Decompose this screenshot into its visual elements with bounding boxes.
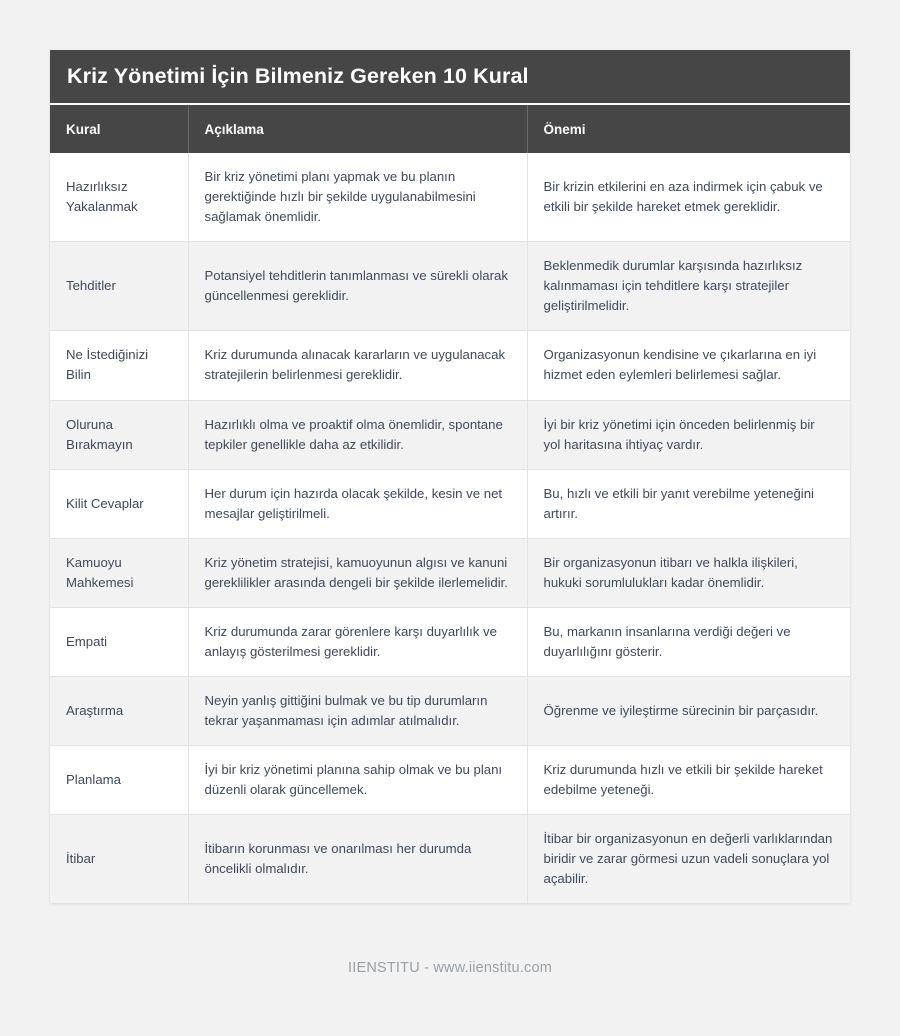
cell-importance: Kriz durumunda hızlı ve etkili bir şekilde hareket edebilme yeteneği. (527, 746, 850, 815)
table-row (50, 538, 850, 607)
cell-rule: Hazırlıksız Yakalanmak (50, 153, 188, 242)
table-row (50, 815, 850, 904)
cell-description: Potansiyel tehditlerin tanımlanması ve sürekli olarak güncellenmesi gereklidir. (188, 242, 527, 331)
cell-importance: Bir organizasyonun itibarı ve halkla ilişkileri, hukuki sorumlulukları kadar önemlidir. (527, 538, 850, 607)
table-row (50, 400, 850, 469)
cell-importance: Bu, markanın insanlarına verdiği değeri ve duyarlılığını gösterir. (527, 607, 850, 676)
cell-description: Neyin yanlış gittiğini bulmak ve bu tip durumların tekrar yaşanmaması için adımlar atılmalıdır. (188, 677, 527, 746)
cell-importance: İtibar bir organizasyonun en değerli varlıklarından biridir ve zarar görmesi uzun vadeli sonuçlara yol açabilir. (527, 815, 850, 904)
table-row (50, 331, 850, 400)
cell-importance: Öğrenme ve iyileştirme sürecinin bir parçasıdır. (527, 677, 850, 746)
cell-rule: Kamuoyu Mahkemesi (50, 538, 188, 607)
column-header-rule: Kural (50, 105, 188, 153)
cell-description: Hazırlıklı olma ve proaktif olma önemlidir, spontane tepkiler genellikle daha az etkilidir. (188, 400, 527, 469)
table-head (50, 105, 850, 153)
table-header-row (50, 105, 850, 153)
cell-description: Bir kriz yönetimi planı yapmak ve bu planın gerektiğinde hızlı bir şekilde uygulanabilmesini sağlamak önemlidir. (188, 153, 527, 242)
table-row (50, 469, 850, 538)
rules-table-card (50, 50, 850, 903)
cell-description: Kriz durumunda zarar görenlere karşı duyarlılık ve anlayış gösterilmesi gereklidir. (188, 607, 527, 676)
table-row (50, 677, 850, 746)
cell-importance: Organizasyonun kendisine ve çıkarlarına en iyi hizmet eden eylemleri belirlemesi sağlar. (527, 331, 850, 400)
footer-attribution: IIENSTITU - www.iienstitu.com (348, 960, 552, 976)
table-title-bar (50, 50, 850, 105)
page-title: Kriz Yönetimi İçin Bilmeniz Gereken 10 Kural (67, 63, 529, 88)
cell-importance: İyi bir kriz yönetimi için önceden belirlenmiş bir yol haritasına ihtiyaç vardır. (527, 400, 850, 469)
column-header-importance: Önemi (527, 105, 850, 153)
table-row (50, 746, 850, 815)
cell-rule: Tehditler (50, 242, 188, 331)
cell-description: Kriz durumunda alınacak kararların ve uygulanacak stratejilerin belirlenmesi gereklidir. (188, 331, 527, 400)
cell-importance: Bu, hızlı ve etkili bir yanıt verebilme yeteneğini artırır. (527, 469, 850, 538)
cell-rule: Ne İstediğinizi Bilin (50, 331, 188, 400)
cell-description: İtibarın korunması ve onarılması her durumda öncelikli olmalıdır. (188, 815, 527, 904)
table-row (50, 153, 850, 242)
cell-description: Her durum için hazırda olacak şekilde, kesin ve net mesajlar geliştirilmeli. (188, 469, 527, 538)
cell-rule: Oluruna Bırakmayın (50, 400, 188, 469)
cell-rule: İtibar (50, 815, 188, 904)
cell-importance: Beklenmedik durumlar karşısında hazırlıksız kalınmaması için tehditlere karşı stratejiler geliştirilmelidir. (527, 242, 850, 331)
cell-rule: Planlama (50, 746, 188, 815)
cell-rule: Kilit Cevaplar (50, 469, 188, 538)
cell-importance: Bir krizin etkilerini en aza indirmek için çabuk ve etkili bir şekilde hareket etmek gereklidir. (527, 153, 850, 242)
cell-rule: Empati (50, 607, 188, 676)
table-row (50, 607, 850, 676)
table-body (50, 153, 850, 903)
rules-table (50, 105, 850, 903)
cell-description: Kriz yönetim stratejisi, kamuoyunun algısı ve kanuni gereklilikler arasında dengeli bir şekilde ilerlemelidir. (188, 538, 527, 607)
cell-rule: Araştırma (50, 677, 188, 746)
table-row (50, 242, 850, 331)
column-header-description: Açıklama (188, 105, 527, 153)
cell-description: İyi bir kriz yönetimi planına sahip olmak ve bu planı düzenli olarak güncellemek. (188, 746, 527, 815)
